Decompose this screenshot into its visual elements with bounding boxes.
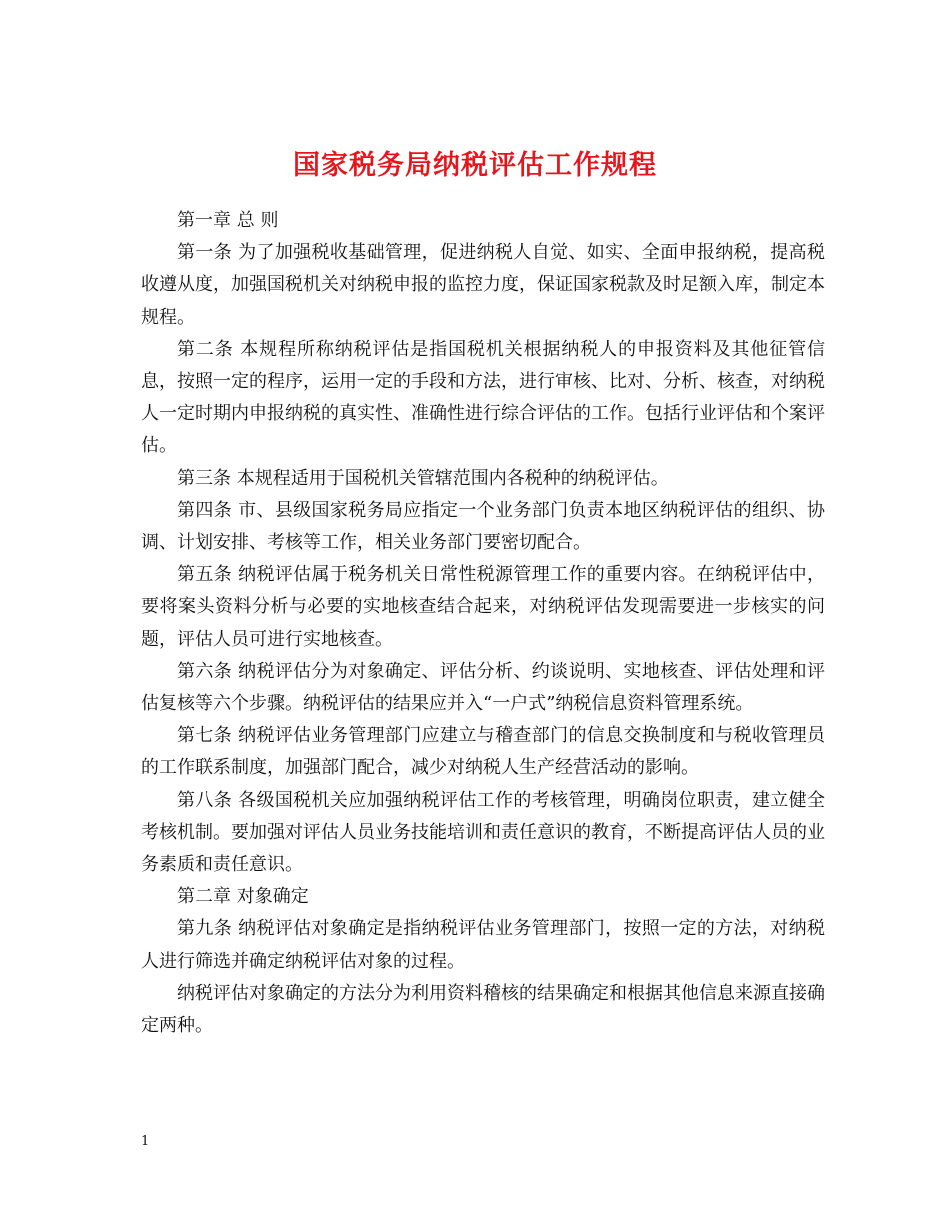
article-paragraph: 第八条 各级国税机关应加强纳税评估工作的考核管理，明确岗位职责，建立健全考核机制。要加强对评估人员业务技能培训和责任意识的教育，不断提高评估人员的业务素质和责任意识。: [141, 789, 825, 876]
article-paragraph: 第五条 纳税评估属于税务机关日常性税源管理工作的重要内容。在纳税评估中，要将案头资料分析与必要的实地核查结合起来，对纳税评估发现需要进一步核实的问题，评估人员可进行实地核查。: [141, 564, 825, 650]
chapter-heading: 第二章 对象确定: [177, 886, 309, 908]
article-paragraph: 第二条 本规程所称纳税评估是指国税机关根据纳税人的申报资料及其他征管信息，按照一定的程序，运用一定的手段和方法，进行审核、比对、分析、核查，对纳税人一定时期内申报纳税的真实性、准确性进行综合评估的工作。包括行业评估和个案评估。: [141, 338, 825, 457]
chapter-heading: 第一章 总 则: [177, 210, 279, 231]
article-paragraph: 纳税评估对象确定的方法分为利用资料稽核的结果确定和根据其他信息来源直接确定两种。: [141, 982, 825, 1037]
page-number: 1: [141, 1134, 150, 1149]
article-paragraph: 第四条 市、县级国家税务局应指定一个业务部门负责本地区纳税评估的组织、协调、计划安排、考核等工作，相关业务部门要密切配合。: [141, 499, 825, 554]
article-paragraph: 第一条 为了加强税收基础管理，促进纳税人自觉、如实、全面申报纳税，提高税收遵从度，加强国税机关对纳税申报的监控力度，保证国家税款及时足额入库，制定本规程。: [141, 242, 825, 328]
article-paragraph: 第三条 本规程适用于国税机关管辖范围内各税种的纳税评估。: [177, 467, 669, 489]
article-paragraph: 第七条 纳税评估业务管理部门应建立与稽查部门的信息交换制度和与税收管理员的工作联系制度，加强部门配合，减少对纳税人生产经营活动的影响。: [141, 725, 825, 779]
document-title: 国家税务局纳税评估工作规程: [293, 150, 657, 182]
document-body: [141, 205, 825, 1042]
article-paragraph: 第六条 纳税评估分为对象确定、评估分析、约谈说明、实地核查、评估处理和评估复核等六个步骤。纳税评估的结果应并入“一户式”纳税信息资料管理系统。: [141, 660, 825, 715]
article-paragraph: 第九条 纳税评估对象确定是指纳税评估业务管理部门，按照一定的方法，对纳税人进行筛选并确定纳税评估对象的过程。: [141, 918, 825, 972]
